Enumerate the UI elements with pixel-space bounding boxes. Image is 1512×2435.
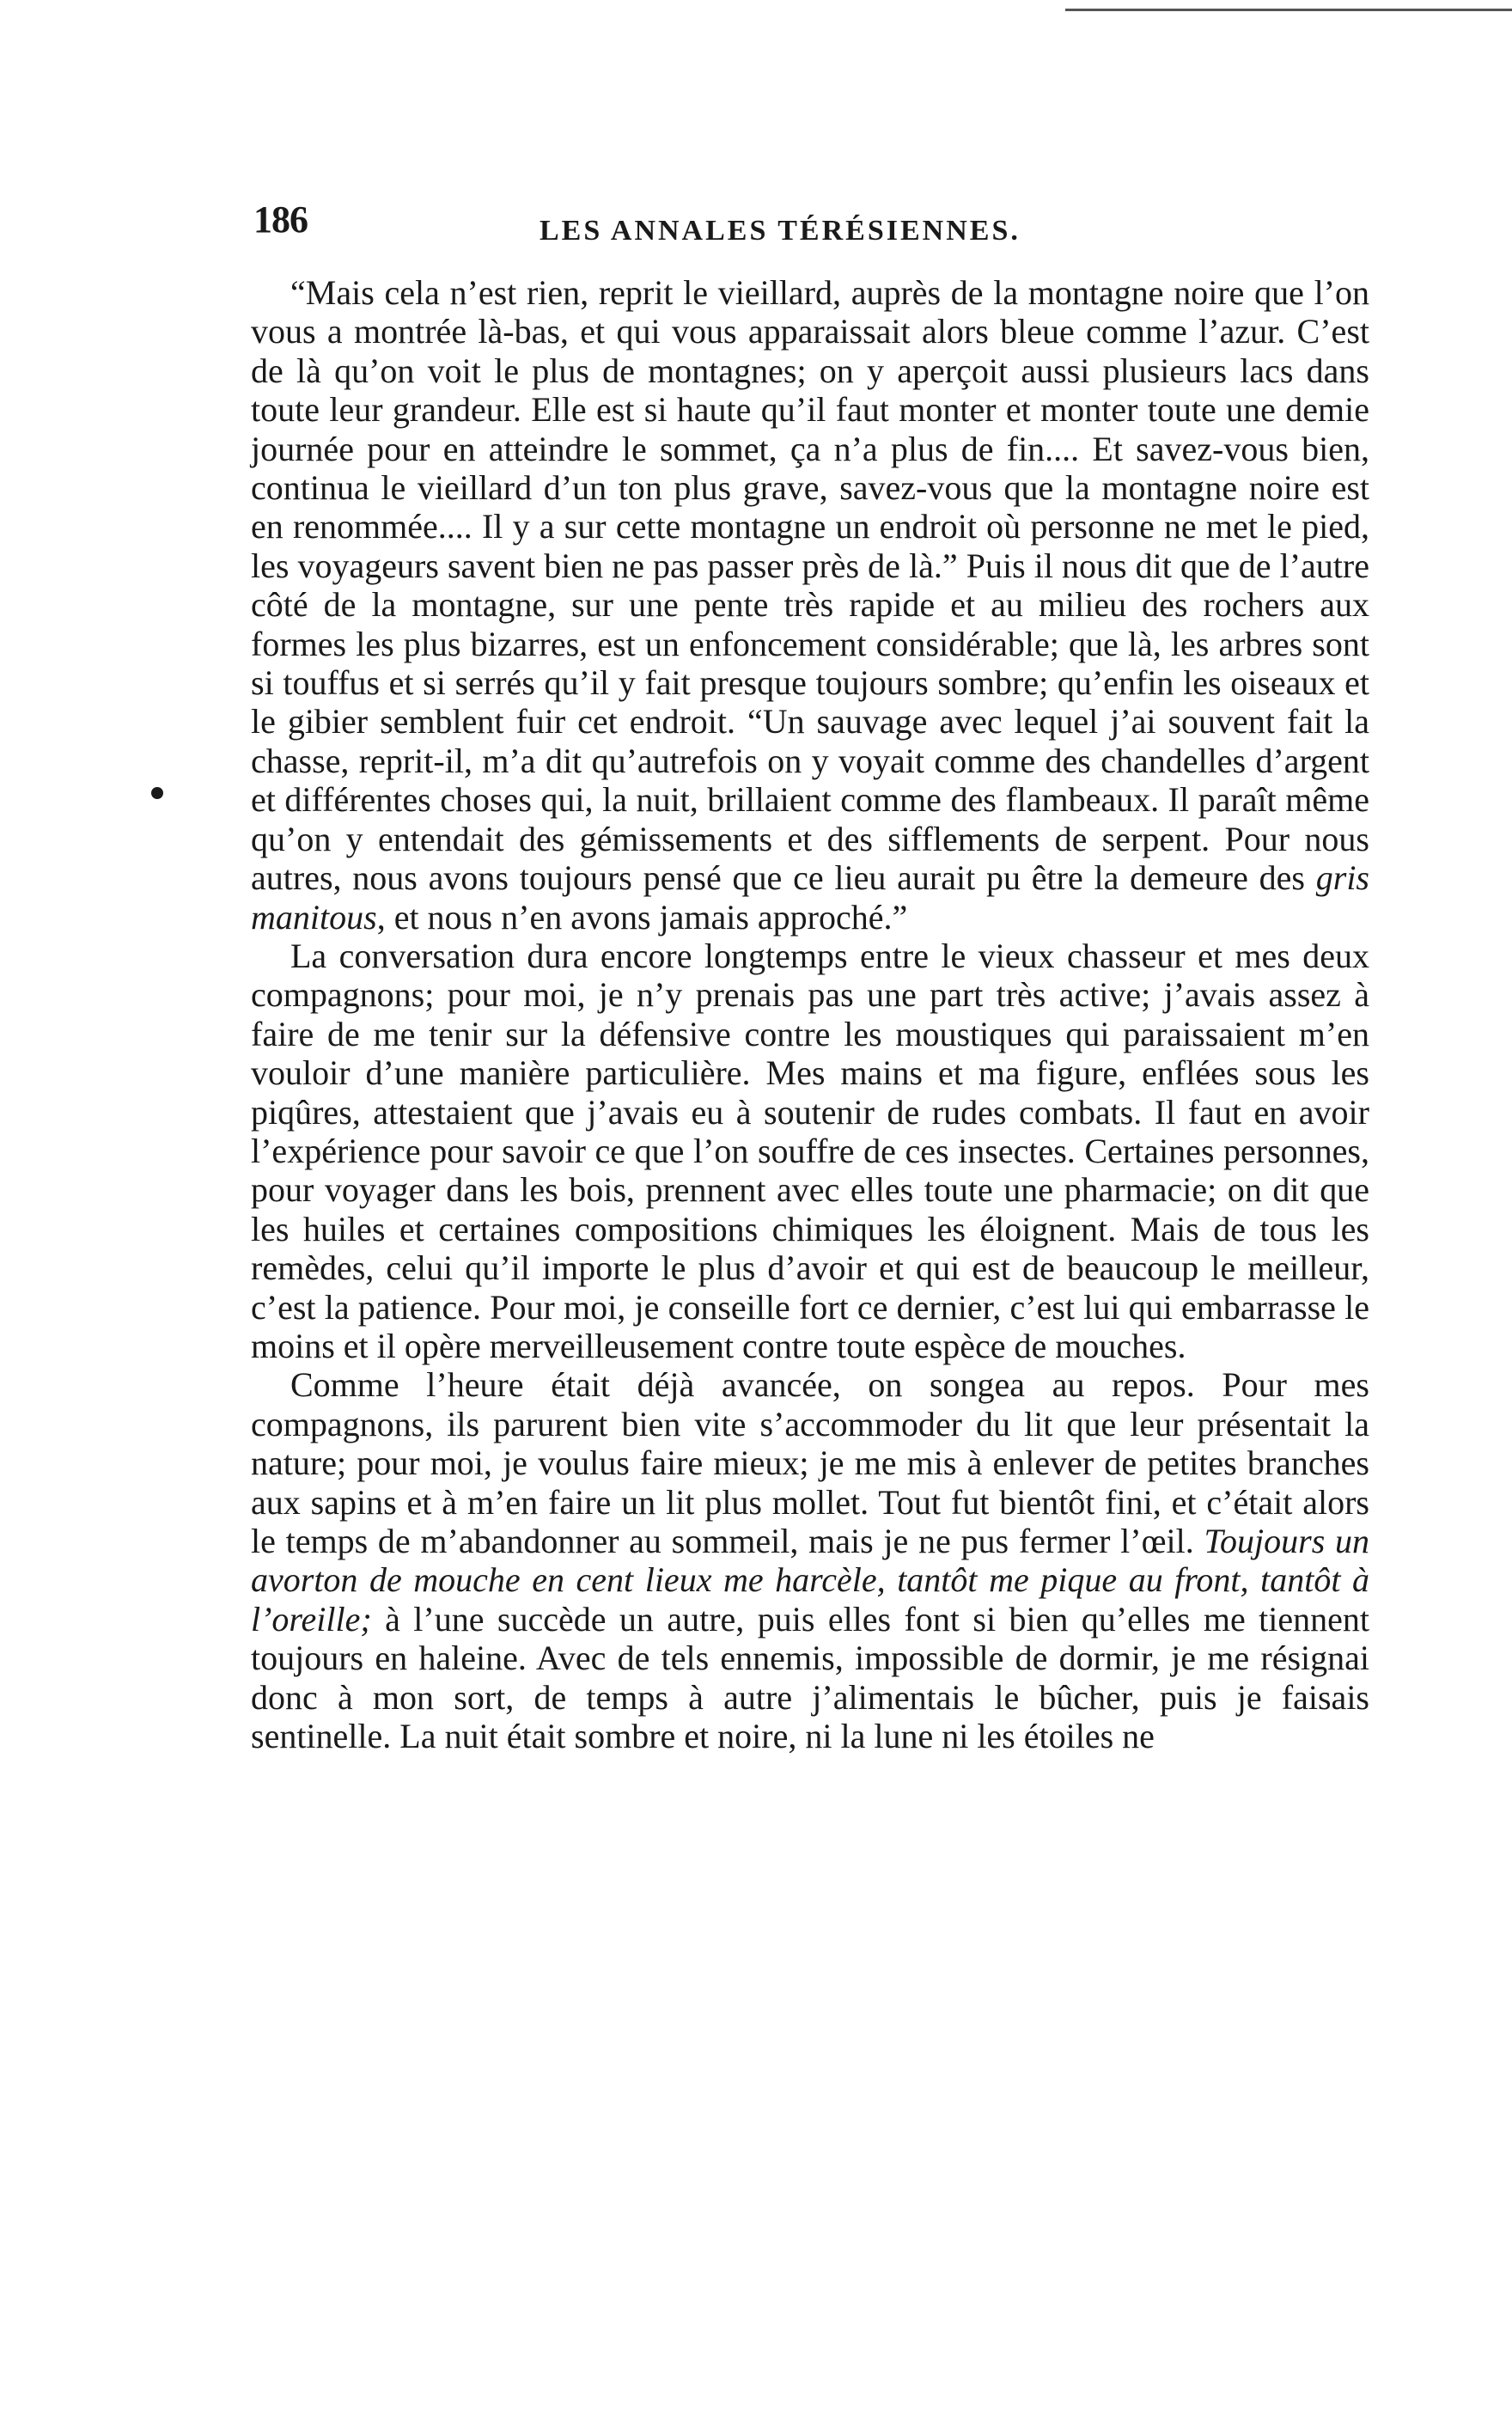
page-header — [253, 198, 1370, 258]
paragraph-3-text: Comme l’heure était déjà avancée, on songea au repos. Pour mes compagnons, ils parurent bien vite s’accommoder du lit que leur présentait la nature; pour moi, je voulus faire mieux; je me mis à enlever de petites branches aux sapins et à m’en faire un lit plus mollet. Tout fut bientôt fini, et c’était alors le temps de m’abandonner au sommeil, mais je ne pus fermer l’œil. — [251, 1365, 1369, 1560]
paragraph-3-italic: Toujours un avorton de mouche en cent lieux me harcèle, tantôt me pique au front, tantôt à l’oreille; — [251, 1522, 1369, 1639]
paragraph-1-text: “Mais cela n’est rien, reprit le vieillard, auprès de la montagne noire que l’on vous a montrée là-bas, et qui vous apparaissait alors bleue comme l’azur. C’est de là qu’on voit le plus de montagnes; on y aperçoit aussi plusieurs lacs dans toute leur grandeur. Elle est si haute qu’il faut monter et monter toute une demie journée pour en atteindre le sommet, ça n’a plus de fin.... Et savez-vous bien, continua le vieillard d’un ton plus grave, savez-vous que la montagne noire est en renommée.... Il y a sur cette montagne un endroit où personne ne met le pied, les voyageurs savent bien ne pas passer près de là.” Puis il nous dit que de l’autre côté de la montagne, sur une pente très rapide et au milieu des rochers aux formes les plus bizarres, est un enfoncement considérable; que là, les arbres sont si touffus et si serrés qu’il y fait presque toujours sombre; qu’enfin les oiseaux et le gibier semblent fuir cet endroit. “Un sauvage avec lequel j’ai souvent fait la chasse, reprit-il, m’a dit qu’autrefois on y voyait comme des chandelles d’argent et différentes choses qui, la nuit, brillaient comme des flambeaux. Il paraît même qu’on y entendait des gémissements et des sifflements de serpent. Pour nous autres, nous avons toujours pensé que ce lieu aurait pu être la demeure des — [251, 273, 1369, 898]
paragraph-3-end: à l’une succède un autre, puis elles font si bien qu’elles me tiennent toujours en haleine. Avec de tels ennemis, impossible de dormir, je me résignai donc à mon sort, de temps à autre j’alimentais le bûcher, puis je faisais sentinelle. La nuit était sombre et noire, ni la lune ni les étoiles ne — [251, 1599, 1369, 1756]
paragraph-2-text: La conversation dura encore longtemps entre le vieux chasseur et mes deux compagnons; pour moi, je n’y prenais pas une part très active; j’avais assez à faire de me tenir sur la défensive contre les moustiques qui paraissaient m’en vouloir d’une manière particulière. Mes mains et ma figure, enflées sous les piqûres, attestaient que j’avais eu à soutenir de rudes combats. Il faut en avoir l’expérience pour savoir ce que l’on souffre de ces insectes. Certaines personnes, pour voyager dans les bois, prennent avec elles toute une pharmacie; on dit que les huiles et certaines compositions chimiques les éloignent. Mais de tous les remèdes, celui qu’il importe le plus d’avoir et qui est de beaucoup le meilleur, c’est la patience. Pour moi, je conseille fort ce dernier, c’est lui qui embarrasse le moins et il opère merveilleusement contre toute espèce de mouches. — [251, 936, 1369, 1365]
paragraph-3 — [251, 1365, 1369, 1755]
page-number: 186 — [253, 198, 308, 241]
paragraph-1-italic: gris manitous — [251, 858, 1369, 937]
paragraph-1-end: , et nous n’en avons jamais approché.” — [376, 897, 908, 937]
running-title: LES ANNALES TÉRÉSIENNES. — [540, 215, 1021, 247]
paragraph-1 — [251, 273, 1369, 937]
page-body — [251, 273, 1369, 1755]
top-rule — [1065, 9, 1512, 11]
margin-dot — [151, 787, 163, 799]
paragraph-2 — [251, 937, 1369, 1365]
